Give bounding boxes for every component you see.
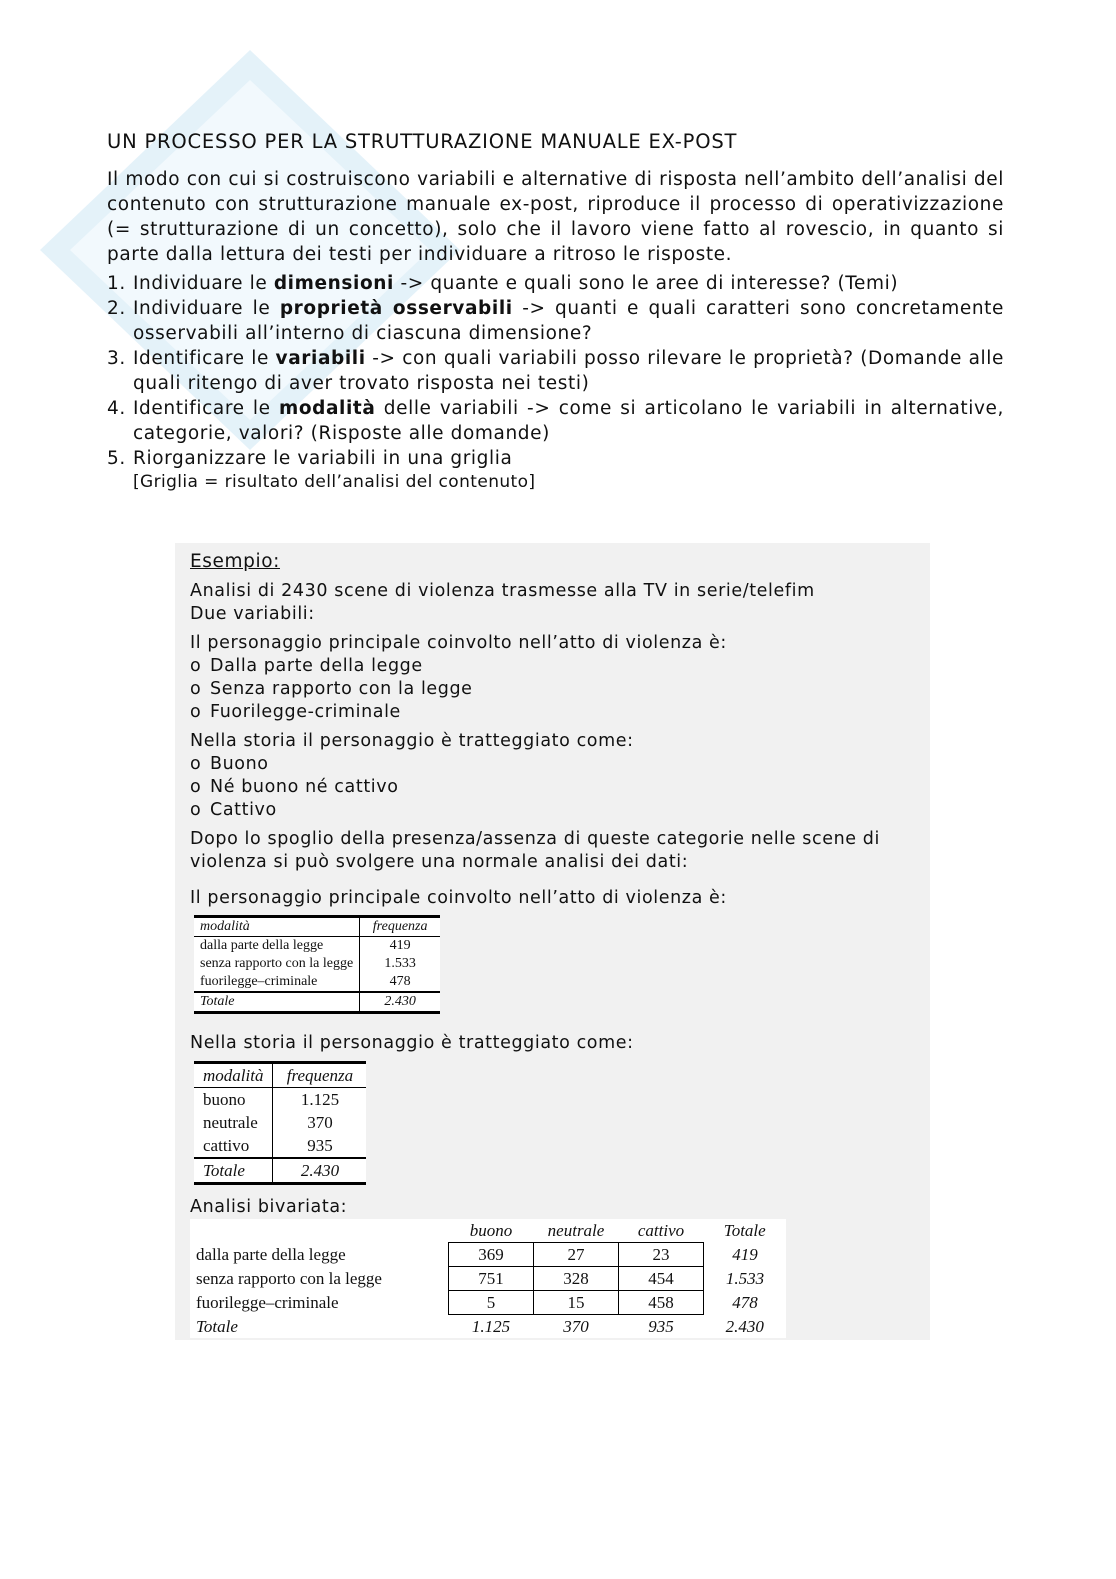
table-row: fuorilegge–criminale 478 [194,973,440,992]
after-text: Dopo lo spoglio della presenza/assenza di queste categorie nelle scene di violenza si può svolgere una normale analisi dei dati: [190,829,880,872]
list-item: 4. Identificare le modalità delle variabili -> come si articolano le variabili in alternative, categorie, valori? (Risposte alle domande) [107,398,1004,444]
table-row: buono 1.125 [194,1088,366,1112]
table-row: senza rapporto con la legge 1.533 [194,955,440,973]
table1-caption: Il personaggio principale coinvolto nell’atto di violenza è: [190,888,727,908]
table-row: senza rapporto con la legge 751 328 454 1.533 [190,1267,786,1291]
list-item: o Dalla parte della legge [190,656,423,676]
list-item: o Cattivo [190,800,277,820]
steps-list [107,271,1004,471]
table-header: buono [469,1221,513,1240]
table-frequency-2 [194,1061,366,1185]
example-heading: Esempio: [190,551,280,572]
page-title: UN PROCESSO PER LA STRUTTURAZIONE MANUALE EX-POST [107,130,738,153]
table-row: fuorilegge–criminale 5 15 458 478 [190,1291,786,1315]
table-row: dalla parte della legge 419 [194,937,440,956]
table-total-row: Totale 2.430 [194,992,440,1013]
table-bivariate [190,1219,786,1338]
list-item: 1. Individuare le dimensioni -> quante e quali sono le aree di interesse? (Temi) [107,273,899,294]
table3-caption: Analisi bivariata: [190,1197,348,1217]
list-item: 3. Identificare le variabili -> con quali variabili posso rilevare le proprietà? (Domande alle quali ritengo di aver trovato risposta nei testi) [107,348,1004,394]
list-item: o Buono [190,754,269,774]
table-header: frequenza [273,1063,367,1088]
step5-note: [Griglia = risultato dell’analisi del contenuto] [133,472,536,492]
table2-caption: Nella storia il personaggio è tratteggiato come: [190,1033,634,1053]
list-item: 5. Riorganizzare le variabili in una griglia [107,448,513,469]
example-line1: Analisi di 2430 scene di violenza trasmesse alla TV in serie/telefim [190,581,815,601]
list-item: o Fuorilegge-criminale [190,702,401,722]
example-line2: Due variabili: [190,604,315,624]
table-header: Totale [723,1221,766,1241]
table-row: cattivo 935 [194,1134,366,1158]
table-header: modalità [194,917,360,937]
example-panel [175,543,930,1340]
table-total-row: Totale 2.430 [194,1158,366,1184]
table-header: frequenza [360,917,441,937]
list-item: 2. Individuare le proprietà osservabili -> quanti e quali caratteri sono concretamente osservabili all’interno di ciascuna dimensione? [107,298,1004,344]
table-header: modalità [194,1063,273,1088]
table-row: dalla parte della legge 369 27 23 419 [190,1243,786,1267]
list-item: o Senza rapporto con la legge [190,679,473,699]
table-total-row: Totale 1.125 370 935 2.430 [196,1316,764,1336]
intro-paragraph: Il modo con cui si costruiscono variabili e alternative di risposta nell’ambito dell’analisi del contenuto con strutturazione manuale ex-post, riproduce il processo di operativizzazione (= strutturazione di un concetto), solo che il lavoro viene fatto al rovescio, in quanto si parte dalla lettura dei testi per individuare a ritroso le risposte. [107,169,1004,265]
question-2: Nella storia il personaggio è tratteggiato come: [190,731,634,751]
table-header: cattivo [637,1221,685,1240]
table-row: neutrale 370 [194,1111,366,1134]
document-body [107,130,1004,493]
question-1: Il personaggio principale coinvolto nell’atto di violenza è: [190,633,727,653]
list-item: o Né buono né cattivo [190,777,399,797]
table-header: neutrale [547,1221,605,1240]
table-frequency-1 [194,915,440,1014]
